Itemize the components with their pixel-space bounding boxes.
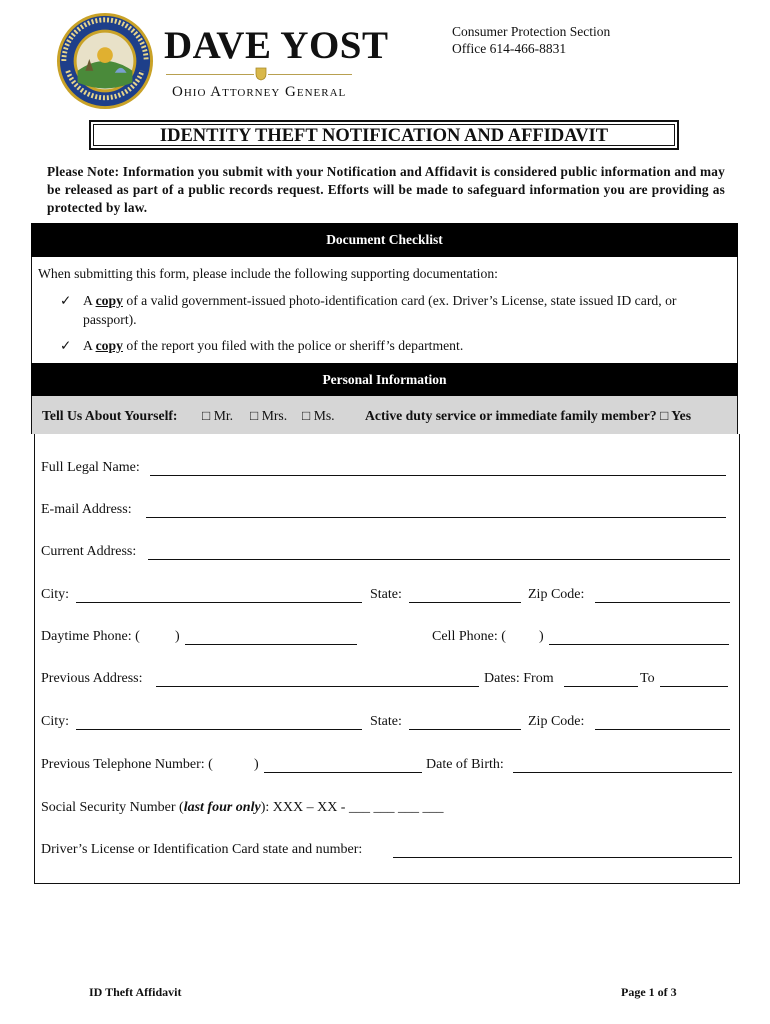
previous-zip-label: Zip Code: (528, 714, 585, 729)
zip-label: Zip Code: (528, 587, 585, 602)
dob-field[interactable] (513, 771, 732, 773)
drivers-license-label: Driver’s License or Identification Card state and number: (41, 842, 363, 857)
personal-info-heading: Personal Information (31, 363, 738, 396)
dates-from-label: Dates: From (484, 671, 554, 686)
email-label: E-mail Address: (41, 502, 132, 517)
title-option-ms[interactable]: □ Ms. (302, 408, 335, 423)
checklist-intro: When submitting this form, please include the following supporting documentation: (38, 266, 498, 281)
state-label: State: (370, 587, 402, 602)
zip-field[interactable] (595, 601, 730, 603)
email-field[interactable] (146, 516, 726, 518)
brand-name: DAVE YOST (164, 24, 389, 67)
daytime-phone-paren: ) (175, 629, 180, 644)
brand-subtitle: Ohio Attorney General (172, 84, 347, 100)
office-section: Consumer Protection Section (452, 24, 611, 39)
previous-phone-field[interactable] (264, 771, 422, 773)
dates-to-label: To (640, 671, 655, 686)
previous-zip-field[interactable] (595, 728, 730, 730)
city-field[interactable] (76, 601, 362, 603)
dob-label: Date of Birth: (426, 757, 504, 772)
form-title: IDENTITY THEFT NOTIFICATION AND AFFIDAVIT (89, 120, 679, 150)
dates-to-field[interactable] (660, 685, 728, 687)
ssn-field[interactable]: ___ ___ ___ ___ (348, 800, 444, 815)
footer-page-number: Page 1 of 3 (621, 985, 677, 999)
shield-emblem-icon (254, 67, 268, 81)
city-label: City: (41, 587, 70, 602)
previous-address-label: Previous Address: (41, 671, 143, 686)
previous-phone-paren: ) (254, 757, 259, 772)
active-duty-yes-checkbox[interactable] (661, 396, 731, 434)
previous-phone-label: Previous Telephone Number: ( (41, 757, 213, 772)
checkmark-icon: ✓ (60, 338, 72, 353)
checkmark-icon: ✓ (60, 293, 72, 308)
dates-from-field[interactable] (564, 685, 638, 687)
footer-doc-name: ID Theft Affidavit (89, 985, 182, 999)
title-option-mrs[interactable]: □ Mrs. (250, 408, 288, 423)
tell-us-label: Tell Us About Yourself: (42, 408, 178, 423)
state-field[interactable] (409, 601, 521, 603)
previous-city-field[interactable] (76, 728, 362, 730)
ssn-label: Social Security Number (last four only): XXX – XX - ___ ___ ___ ___ (41, 800, 444, 815)
personal-info-form (34, 434, 740, 884)
full-name-field[interactable] (150, 474, 726, 476)
daytime-phone-label: Daytime Phone: ( (41, 629, 140, 644)
cell-phone-field[interactable] (549, 643, 729, 645)
previous-state-field[interactable] (409, 728, 521, 730)
cell-phone-label: Cell Phone: ( (432, 629, 506, 644)
previous-address-field[interactable] (156, 685, 479, 687)
privacy-note: Please Note: Information you submit with your Notification and Affidavit is considered public information and may be released as part of a public records request. Efforts will be made to safeguard information you are providing as protected by law. (47, 164, 725, 215)
previous-city-label: City: (41, 714, 70, 729)
full-name-label: Full Legal Name: (41, 460, 140, 475)
current-address-field[interactable] (148, 558, 730, 560)
state-seal-logo (56, 12, 154, 110)
current-address-label: Current Address: (41, 544, 137, 559)
checklist-heading: Document Checklist (31, 223, 738, 257)
office-info (452, 23, 610, 57)
tell-us-bar (31, 396, 738, 434)
title-option-mr[interactable]: □ Mr. (202, 408, 234, 423)
previous-state-label: State: (370, 714, 402, 729)
cell-phone-paren: ) (539, 629, 544, 644)
active-duty-label: Active duty service or immediate family member? □ Yes (365, 408, 692, 423)
drivers-license-field[interactable] (393, 856, 732, 858)
office-phone: Office 614-466-8831 (452, 41, 567, 56)
daytime-phone-field[interactable] (185, 643, 357, 645)
